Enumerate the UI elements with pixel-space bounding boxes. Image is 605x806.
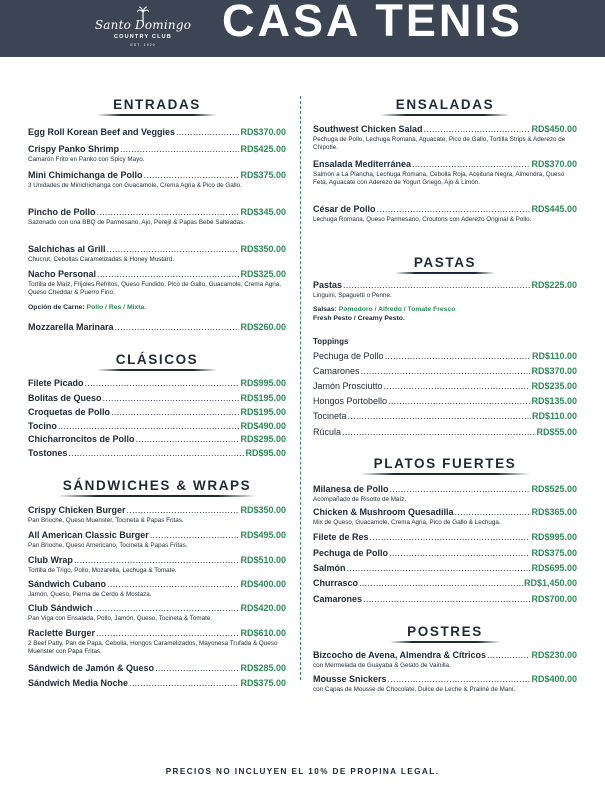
section-title-platos: PLATOS FUERTES	[313, 456, 577, 475]
item-name: Camarones	[313, 366, 360, 376]
item-name: Crispy Chicken Burger	[28, 505, 126, 515]
section-title-sandwiches: SÁNDWICHES & WRAPS	[28, 478, 286, 497]
item-name: Chicken & Mushroom Quesadilla	[313, 507, 454, 517]
item-name: Mousse Snickers	[313, 674, 387, 684]
section-title-postres: POSTRES	[313, 624, 577, 643]
menu-item	[28, 207, 286, 227]
item-name: Churrasco	[313, 578, 359, 588]
item-name: Filete Picado	[28, 378, 84, 388]
item-description: Jamón, Queso, Pierna de Cerdo & Mostaza.	[28, 591, 152, 598]
menu-item	[28, 555, 286, 575]
item-price: RD$225.00	[531, 280, 577, 290]
item-name: Ensalada Mediterránea	[313, 159, 412, 169]
meat-option: Opción de Carne: Pollo / Res / Mixta.	[28, 304, 147, 311]
menu-item	[28, 378, 286, 389]
item-name: Hongos Portobello	[313, 396, 388, 406]
menu-item	[28, 244, 286, 264]
item-description: Salmón a La Plancha, Lechuga Romana, Cebolla Roja, Aceituna Negra, Almendra, Queso Feta, Aguacate con Aderezo de Yogurt Griego, Ajo & Limón.	[313, 171, 565, 186]
menu-item	[313, 351, 577, 362]
item-name: Bolitas de Queso	[28, 393, 102, 403]
item-price: RD$370.00	[240, 127, 286, 137]
menu-item	[28, 579, 286, 599]
title-underline	[97, 114, 217, 116]
item-name: Salchichas al Grill	[28, 244, 106, 254]
title-underline	[390, 641, 500, 643]
menu-item	[313, 381, 577, 392]
menu-item	[28, 322, 286, 333]
item-price: RD$365.00	[531, 507, 577, 517]
item-description: Linguini, Spaguetti o Penne.	[313, 292, 392, 299]
menu-item	[313, 532, 577, 543]
item-description: 3 Unidades de Minichichanga con Guacamole, Crema Agria & Pico de Gallo.	[28, 182, 242, 189]
item-price: RD$995.00	[240, 378, 286, 388]
item-price: RD$995.00	[531, 532, 577, 542]
item-name: Pincho de Pollo	[28, 207, 96, 217]
menu-item	[313, 594, 577, 605]
item-price: RD$325.00	[240, 269, 286, 279]
item-price: RD$370.00	[531, 159, 577, 169]
menu-item	[313, 159, 577, 187]
menu-item	[28, 530, 286, 550]
menu-item	[313, 674, 577, 694]
item-price: RD$135.00	[531, 396, 577, 406]
menu-item	[313, 563, 577, 574]
logo-script-text: Santo Domingo	[94, 18, 192, 32]
item-name: Crispy Panko Shrimp	[28, 144, 120, 154]
page-title: CASA TENIS	[222, 0, 523, 46]
header-bar	[0, 0, 605, 57]
item-description: Pan Brioche, Queso Muenster, Tocineta & Papas Fritas.	[28, 517, 184, 524]
item-description: con Capas de Mousse de Chocolate, Dulce de Leche & Praliné de Maní.	[313, 686, 516, 693]
menu-item	[28, 393, 286, 404]
item-price: RD$95.00	[245, 448, 286, 458]
item-price: RD$195.00	[240, 407, 286, 417]
item-name: Rúcula	[313, 427, 342, 437]
item-name: Egg Roll Korean Beef and Veggies	[28, 127, 176, 137]
item-name: Jamón Prosciutto	[313, 381, 383, 391]
item-price: RD$425.00	[240, 144, 286, 154]
menu-item	[28, 127, 286, 138]
menu-item	[313, 366, 577, 377]
section-title-entradas: ENTRADAS	[28, 97, 286, 116]
item-price: RD$260.00	[240, 322, 286, 332]
menu-item	[313, 507, 577, 527]
toppings-title: Toppings	[313, 337, 349, 346]
logo-est-text: EST. 1920	[130, 43, 156, 47]
item-price: RD$375.00	[240, 170, 286, 180]
item-price: RD$110.00	[531, 411, 577, 421]
item-price: RD$400.00	[240, 579, 286, 589]
title-underline	[97, 369, 217, 371]
section-title-ensaladas: ENSALADAS	[313, 97, 577, 116]
menu-item	[313, 650, 577, 670]
item-price: RD$400.00	[531, 674, 577, 684]
item-price: RD$420.00	[240, 603, 286, 613]
item-description: Pan Viga con Ensalada, Pollo, Jamón, Queso, Tocineta & Tomate.	[28, 615, 213, 622]
menu-item	[28, 678, 286, 689]
item-description: Tortilla de Trigo, Pollo, Mozarella, Lechuga & Tomate.	[28, 567, 177, 574]
item-name: Nacho Personal	[28, 269, 97, 279]
item-description: 2 Beef Patty, Pan de Papa, Cebolla, Hongos Caramelizados, Mayonesa Trufada & Queso Muenster con Papa Fritas.	[28, 640, 278, 655]
item-price: RD$445.00	[531, 204, 577, 214]
item-description: Camarón Frito en Panko con Spicy Mayo.	[28, 156, 145, 163]
item-name: Tocino	[28, 421, 57, 431]
item-price: RD$450.00	[531, 124, 577, 134]
menu-item	[313, 578, 577, 589]
item-name: Tocineta	[313, 411, 347, 421]
item-price: RD$695.00	[531, 563, 577, 573]
item-name: Mozzarella Marinara	[28, 322, 114, 332]
club-logo	[88, 6, 198, 54]
menu-item	[313, 280, 577, 323]
item-price: RD$110.00	[531, 351, 577, 361]
title-underline	[57, 495, 257, 497]
item-description: con Mermelada de Guayaba & Gelato de Vainilla.	[313, 662, 451, 669]
item-price: RD$375.00	[240, 678, 286, 688]
item-price: RD$375.00	[531, 548, 577, 558]
item-price: RD$285.00	[240, 663, 286, 673]
item-name: Sándwich Cubano	[28, 579, 107, 589]
item-name: Croquetas de Pollo	[28, 407, 111, 417]
item-name: Milanesa de Pollo	[313, 484, 389, 494]
logo-club-text: COUNTRY CLUB	[113, 34, 173, 40]
item-price: RD$1,450.00	[523, 578, 577, 588]
menu-item	[313, 427, 577, 438]
item-name: Bizcocho de Avena, Almendra & Cítricos	[313, 650, 487, 660]
menu-item	[313, 484, 577, 504]
item-price: RD$525.00	[531, 484, 577, 494]
item-name: Sándwich Media Noche	[28, 678, 129, 688]
item-name: Camarones	[313, 594, 363, 604]
item-name: Sándwich de Jamón & Queso	[28, 663, 155, 673]
item-name: Tostones	[28, 448, 68, 458]
title-underline	[360, 473, 530, 475]
title-underline	[380, 114, 510, 116]
item-price: RD$55.00	[536, 427, 577, 437]
item-price: RD$350.00	[240, 244, 286, 254]
menu-item	[28, 269, 286, 312]
column-divider	[300, 96, 301, 680]
menu-item	[28, 505, 286, 525]
item-price: RD$230.00	[531, 650, 577, 660]
item-name: All American Classic Burger	[28, 530, 149, 540]
item-name: Southwest Chicken Salad	[313, 124, 423, 134]
sauce-options: Salsas: Pomodoro / Alfredo / Tomate Fresco	[313, 306, 456, 313]
item-name: Club Wrap	[28, 555, 73, 565]
item-price: RD$345.00	[240, 207, 286, 217]
item-name: César de Pollo	[313, 204, 376, 214]
title-underline	[395, 272, 495, 274]
section-title-clasicos: CLÁSICOS	[28, 352, 286, 371]
menu-item	[28, 603, 286, 623]
item-price: RD$495.00	[240, 530, 286, 540]
item-name: Chicharroncitos de Pollo	[28, 434, 135, 444]
item-price: RD$490.00	[240, 421, 286, 431]
item-description: Pechuga de Pollo, Lechuga Romana, Aguacate, Pico de Gallo, Tortilla Strips & Aderezo de Chipotle.	[313, 136, 566, 151]
item-price: RD$370.00	[531, 366, 577, 376]
item-name: Filete de Res	[313, 532, 369, 542]
item-price: RD$700.00	[531, 594, 577, 604]
footer-note: PRECIOS NO INCLUYEN EL 10% DE PROPINA LEGAL.	[165, 767, 440, 776]
item-price: RD$235.00	[531, 381, 577, 391]
item-name: Pastas	[313, 280, 343, 290]
menu-item	[313, 396, 577, 407]
menu-item	[28, 628, 286, 656]
item-price: RD$350.00	[240, 505, 286, 515]
menu-item	[28, 434, 286, 445]
item-name: Raclette Burger	[28, 628, 96, 638]
item-price: RD$610.00	[240, 628, 286, 638]
item-price: RD$295.00	[240, 434, 286, 444]
item-description: Acompañado de Risotto de Maíz.	[313, 496, 407, 503]
item-description: Sazonado con una BBQ de Parmesano, Ajo, Perejil & Papas Bebé Salteadas.	[28, 219, 246, 226]
item-description: Mix de Queso, Guacamole, Crema Agria, Pico de Gallo & Lechuga.	[313, 519, 501, 526]
menu-item	[28, 407, 286, 418]
item-description: Tortilla de Maíz, Frijoles Refritos, Queso Fundido, Pico de Gallo, Guacamole, Crema Agria, Queso Cheddar & Puerro Fino.	[28, 281, 282, 296]
menu-item	[28, 663, 286, 674]
item-name: Salmón	[313, 563, 346, 573]
menu-item	[28, 448, 286, 459]
menu-item	[313, 548, 577, 559]
item-price: RD$510.00	[240, 555, 286, 565]
item-price: RD$195.00	[240, 393, 286, 403]
menu-item	[313, 204, 577, 224]
section-title-pastas: PASTAS	[313, 255, 577, 274]
item-description: Lechuga Romana, Queso Parmesano, Croutons con Aderezo Original & Pollo.	[313, 216, 532, 223]
item-name: Club Sándwich	[28, 603, 93, 613]
menu-item	[313, 124, 577, 152]
item-name: Pechuga de Pollo	[313, 351, 384, 361]
item-name: Pechuga de Pollo	[313, 548, 389, 558]
item-description: Pan Brioche, Queso Americano, Tocineta & Papas Fritas.	[28, 542, 188, 549]
sauce-options-line2: Fresh Pesto / Creamy Pesto.	[313, 315, 405, 322]
item-description: Chucrut, Cebollas Caramelizadas & Honey Mustard.	[28, 256, 174, 263]
menu-item	[313, 411, 577, 422]
item-name: Mini Chimichanga de Pollo	[28, 170, 143, 180]
menu-item	[28, 170, 286, 190]
menu-item	[28, 421, 286, 432]
menu-item	[28, 144, 286, 164]
